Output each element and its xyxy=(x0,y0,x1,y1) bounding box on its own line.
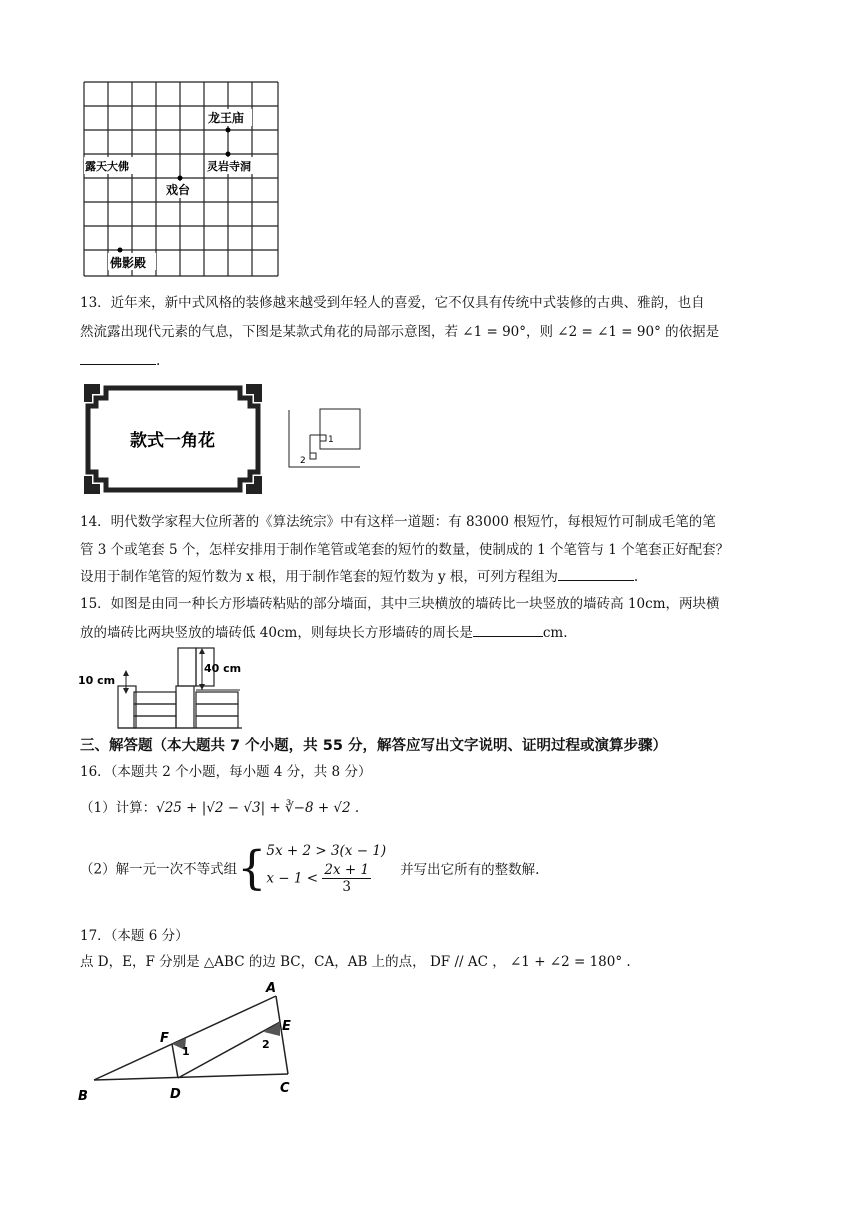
q15-line-2-text: 放的墙砖比两块竖放的墙砖低 40cm，则每块长方形墙砖的周长是 xyxy=(80,625,473,641)
grid-map-figure xyxy=(82,80,282,278)
corner-flower-figure xyxy=(80,380,266,498)
q13-line-2: 然流露出现代元素的气息，下图是某款式角花的局部示意图，若 ∠1 = 90°，则 ∠2 = ∠1 = 90° 的依据是 xyxy=(80,324,720,340)
q14-line-1: 14．明代数学家程大位所著的《算法统宗》中有这样一道题：有 83000 根短竹，每根短竹可制成毛笔的笔 xyxy=(80,514,716,530)
q17-head: 17．（本题 6 分） xyxy=(80,928,189,944)
q17-line-1: 点 D，E，F 分别是 △ABC 的边 BC，CA，AB 上的点， DF // AC ， ∠1 + ∠2 = 180° . xyxy=(80,954,631,970)
point-D: D xyxy=(170,1087,181,1102)
system-brace: { xyxy=(237,840,267,895)
q15-line-1: 15．如图是由同一种长方形墙砖粘贴的部分墙面，其中三块横放的墙砖比一块竖放的墙砖高 10cm，两块横 xyxy=(80,596,720,612)
q16-part1 xyxy=(80,798,359,818)
fraction-numerator: 2x + 1 xyxy=(324,862,370,878)
q14-line-3-end: . xyxy=(633,569,639,585)
angle-2-label: 2 xyxy=(262,1038,270,1051)
q13-line-3 xyxy=(80,350,160,371)
q15-line-2 xyxy=(80,622,568,643)
point-A: A xyxy=(266,981,277,996)
q15-line-2-end: cm. xyxy=(542,625,568,641)
fraction xyxy=(322,862,371,895)
point-B: B xyxy=(78,1089,88,1104)
triangle-figure xyxy=(76,978,306,1106)
q16-part2 xyxy=(80,840,539,900)
map-label-lutian: 露天大佛 xyxy=(85,160,129,173)
q16-head: 16．（本题共 2 个小题，每小题 4 分，共 8 分） xyxy=(80,764,372,780)
point-C: C xyxy=(280,1081,290,1096)
map-label-longwang: 龙王庙 xyxy=(208,111,245,125)
answer-blank[interactable] xyxy=(473,622,543,637)
corner-flower-label: 款式一角花 xyxy=(130,431,215,451)
q14-line-3-text: 设用于制作笔管的短竹数为 x 根，用于制作笔套的短竹数为 y 根，可列方程组为 xyxy=(80,569,558,585)
q16-p1-label: （1）计算： xyxy=(80,800,157,816)
map-label-lingyan: 灵岩寺洞 xyxy=(207,160,251,173)
label-40cm: 40 cm xyxy=(204,662,242,675)
inequality-1: 5x + 2 > 3(x − 1) xyxy=(266,843,387,859)
q14-line-3 xyxy=(80,566,638,587)
answer-blank[interactable] xyxy=(558,566,634,581)
point-E: E xyxy=(282,1019,291,1034)
answer-blank[interactable] xyxy=(80,350,156,365)
section-3-title: 三、解答题（本大题共 7 个小题，共 55 分，解答应写出文字说明、证明过程或演算步骤） xyxy=(80,738,667,754)
q16-p2-label: （2）解一元一次不等式组 xyxy=(80,861,238,878)
angle-1-label: 1 xyxy=(328,435,334,445)
angle-1-label: 1 xyxy=(182,1045,190,1058)
q13-line-1: 13．近年来，新中式风格的装修越来越受到年轻人的喜爱，它不仅具有传统中式装修的古典、雅韵，也自 xyxy=(80,295,705,311)
map-label-foying: 佛影殿 xyxy=(110,256,147,270)
q13-line-3-end: . xyxy=(156,353,161,369)
q14-line-2: 管 3 个或笔套 5 个，怎样安排用于制作笔管或笔套的短竹的数量，使制成的 1 个笔管与 1 个笔套正好配套？ xyxy=(80,542,730,558)
angle-2-label: 2 xyxy=(300,456,306,466)
point-F: F xyxy=(160,1031,169,1046)
q16-p1-expr: √25 + |√2 − √3| + ∛−8 + √2 . xyxy=(156,800,360,816)
inequality-2-left: x − 1 < xyxy=(266,870,319,887)
label-10cm: 10 cm xyxy=(78,674,116,687)
q16-p2-tail: 并写出它所有的整数解. xyxy=(400,861,540,878)
fraction-denominator: 3 xyxy=(342,879,352,895)
angle-diagram xyxy=(284,405,364,485)
wall-bricks-figure xyxy=(78,644,248,730)
map-label-xitai: 戏台 xyxy=(166,183,191,197)
